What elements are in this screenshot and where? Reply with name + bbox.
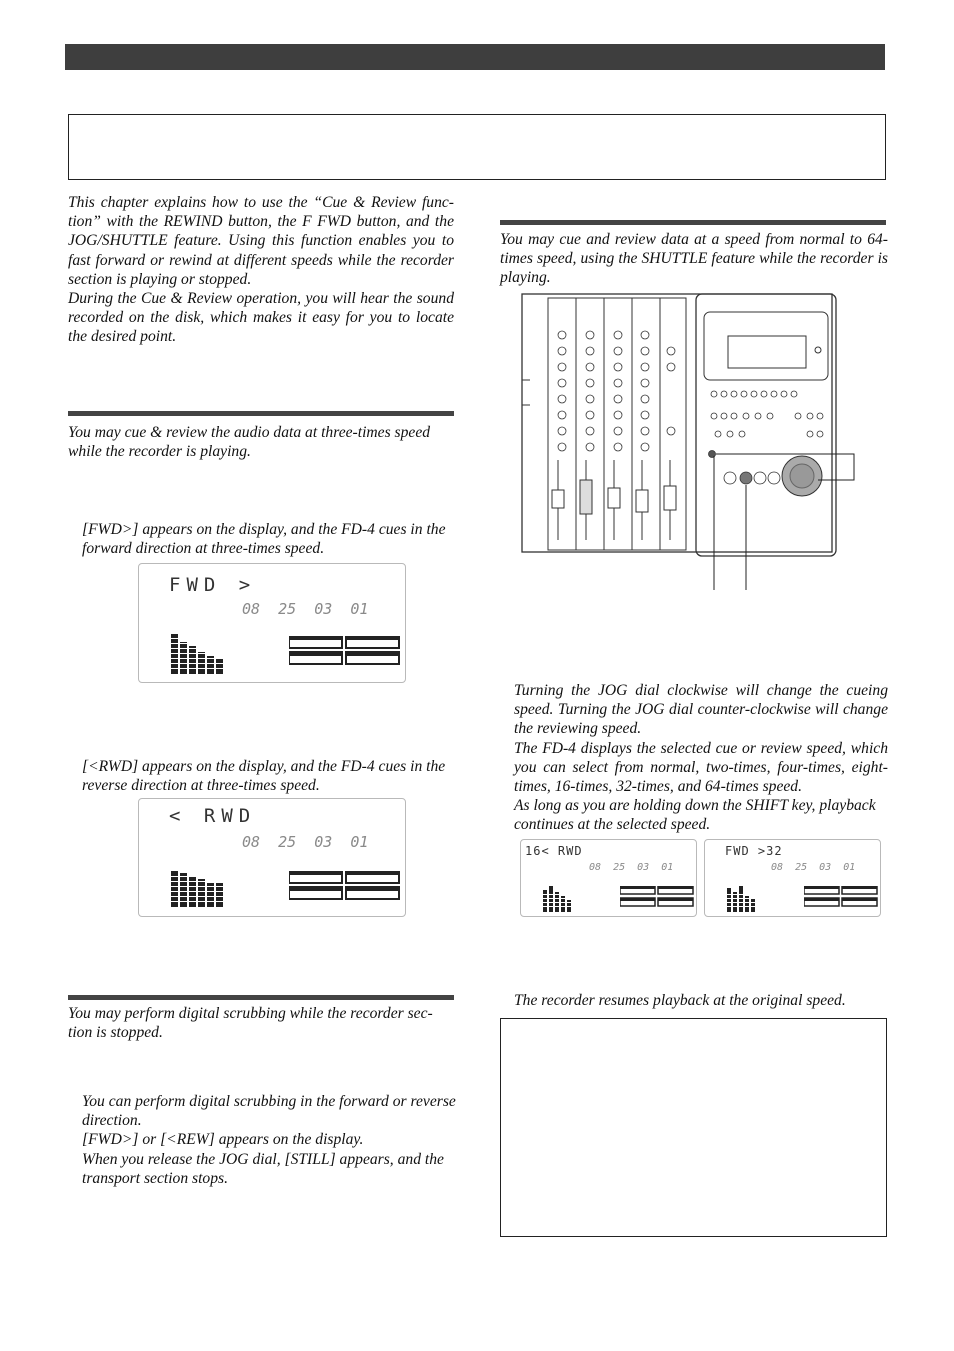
lcd-mode-label: < RWD [169,805,257,827]
section1-intro: You may cue & review the audio data at three-times speed while the recorder is playing. [68,424,431,461]
jog-note-2: The FD-4 displays the selected cue or review speed, which you can select from normal, two-times, four-times, eight- times, 16-times, 32-times, and 64-times speed. [514,739,888,796]
section-rule-2 [68,995,454,1000]
scrub-note-2: [FWD>] or [<REW] appears on the display. [82,1131,364,1149]
lcd-display-rwd [138,798,406,917]
rwd-note: [<RWD] appears on the display, and the FD-4 cues in the reverse direction at three-times speed. [82,758,446,795]
lcd-display-fwd [138,563,406,683]
lcd-mode-label: FWD > [169,574,257,596]
lcd-track-indicators [289,871,401,901]
resume-note: The recorder resumes playback at the original speed. [514,992,846,1009]
lcd-track-indicators [620,886,694,908]
jog-note-3: As long as you are holding down the SHIFT key, playback continues at the selected speed. [514,797,876,834]
shuttle-intro: You may cue and review data at a speed from normal to 64- times speed, using the SHUTTLE feature while the recorder is playing. [500,231,888,287]
lcd-counter: 08 25 03 01 [242,600,369,618]
lcd-track-indicators [804,886,878,908]
chapter-title-box [68,114,886,180]
header-bar [65,44,885,70]
lcd-level-meters [543,884,577,912]
note-box [500,1018,887,1237]
intro-paragraph-2: During the Cue & Review operation, you will hear the sound recorded on the disk, which makes it easy for you to locate the desired point. [68,290,454,346]
intro-paragraph-1: This chapter explains how to use the “Cue & Review func- tion” with the REWIND button, the F FWD button, and the JOG/SHUTTLE feature. Using this function enables you to fast forward or rewind at different speeds while the recorder section is playing or stopped. [68,194,454,288]
lcd-counter: 08 25 03 01 [771,862,856,873]
lcd-counter: 08 25 03 01 [242,833,369,851]
jog-note-1: Turning the JOG dial clockwise will change the cueing speed. Turning the JOG dial counter-clockwise will change the reviewing speed. [514,682,888,738]
lcd-track-indicators [289,636,401,666]
lcd-display-rwd16 [520,839,697,917]
scrub-note-1: You can perform digital scrubbing in the forward or reverse direction. [82,1093,456,1130]
lcd-level-meters [171,632,231,676]
lcd-mode-label: 16< RWD [525,844,583,858]
lcd-display-fwd32 [704,839,881,917]
section-rule-3 [500,220,886,225]
lcd-level-meters [171,865,231,909]
section2-intro: You may perform digital scrubbing while the recorder sec- tion is stopped. [68,1005,433,1042]
lcd-counter: 08 25 03 01 [589,862,674,873]
lcd-mode-label: FWD >32 [725,844,783,858]
fwd-note: [FWD>] appears on the display, and the FD-4 cues in the forward direction at three-times speed. [82,521,446,558]
scrub-note-3: When you release the JOG dial, [STILL] appears, and the transport section stops. [82,1150,444,1187]
fd4-device-illustration [518,290,864,594]
lcd-level-meters [727,884,761,912]
section-rule-1 [68,411,454,416]
